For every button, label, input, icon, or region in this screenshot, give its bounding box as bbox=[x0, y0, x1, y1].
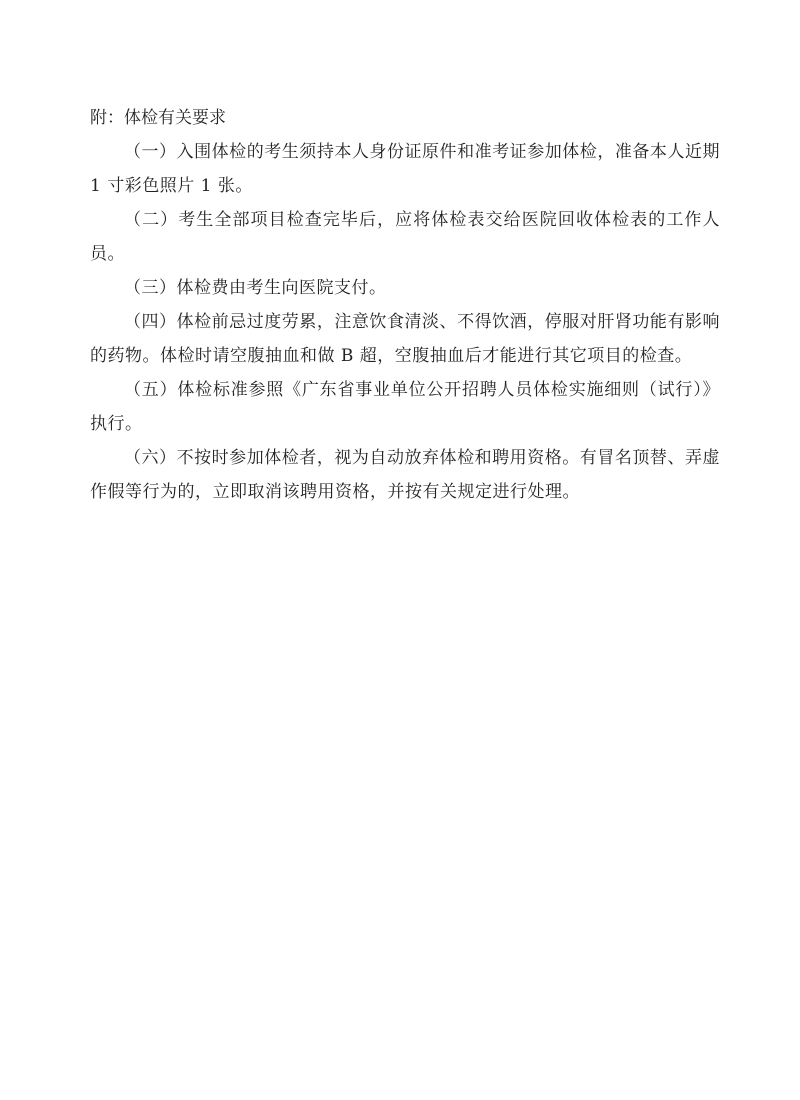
requirement-item-5: （五）体检标准参照《广东省事业单位公开招聘人员体检实施细则（试行）》执行。 bbox=[90, 380, 720, 434]
requirement-item-3: （三）体检费由考生向医院支付。 bbox=[124, 278, 387, 298]
requirement-item-1: （一）入围体检的考生须持本人身份证原件和准考证参加体检，准备本人近期 1 寸彩色照片 1 张。 bbox=[90, 142, 720, 196]
attachment-heading: 附：体检有关要求 bbox=[90, 108, 226, 128]
document-body bbox=[90, 101, 720, 509]
requirement-item-2: （二）考生全部项目检查完毕后，应将体检表交给医院回收体检表的工作人员。 bbox=[90, 210, 720, 264]
requirement-item-6: （六）不按时参加体检者，视为自动放弃体检和聘用资格。有冒名顶替、弄虚作假等行为的，立即取消该聘用资格，并按有关规定进行处理。 bbox=[90, 448, 720, 502]
requirement-item-4: （四）体检前忌过度劳累，注意饮食清淡、不得饮酒，停服对肝肾功能有影响的药物。体检时请空腹抽血和做 B 超，空腹抽血后才能进行其它项目的检查。 bbox=[90, 312, 720, 366]
